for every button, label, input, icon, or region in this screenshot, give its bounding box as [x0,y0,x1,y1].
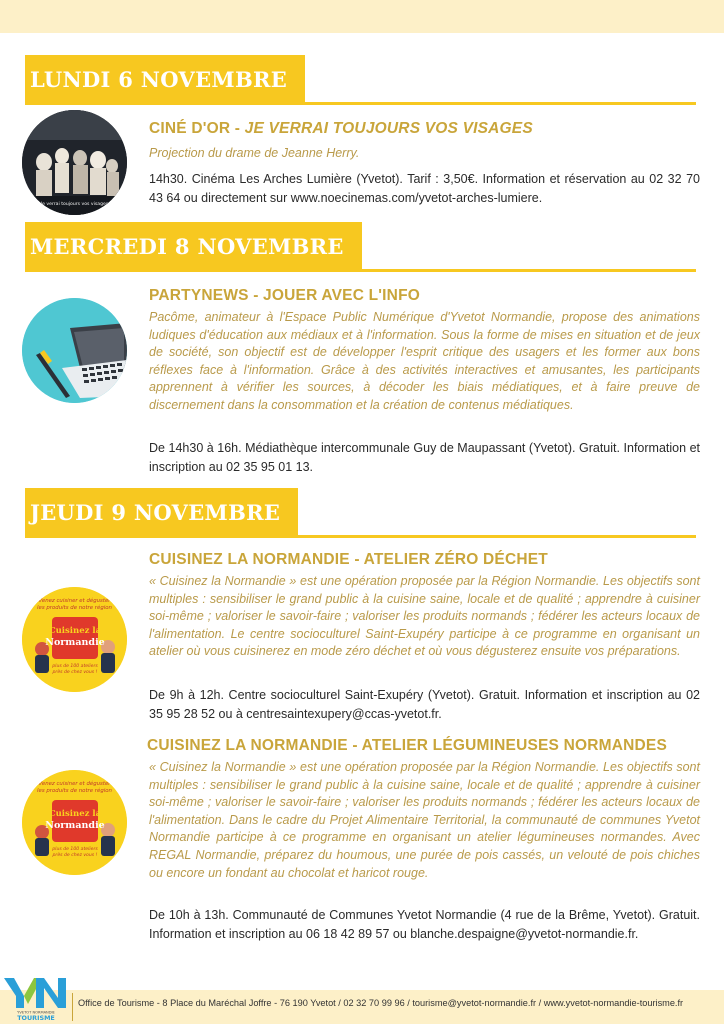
cuisinez-la-normandie-badge [22,587,127,692]
logo-word-text: TOURISME [17,1014,55,1022]
poster-title-text: Je verrai toujours vos visages [40,202,109,207]
event-description-legumineuses: « Cuisinez la Normandie » est une opération proposée par la Région Normandie. Les objectifs sont multiples : sensibiliser le grand public à la cuisine saine, locale et de qualité ; apprendre à cuisiner soi-même ; valoriser le savoir-faire ; valoriser les produits normands ; fédérer les acteurs locaux de l'alimentation. Dans le cadre du Projet Alimentaire Territorial, la communauté de communes Yvetot Normandie participe à ce programme en organisant un atelier légumineuses normandes. Avec REGAL Normandie, préparez du houmous, une purée de pois cassés, un velouté de pois chiches ou encore un fondant au chocolat et haricot rouge. [149,760,700,880]
badge-sub-2: près de chez vous ! [52,853,98,858]
laptop-illustration-icon [22,298,127,403]
event-info-cine-dor: 14h30. Cinéma Les Arches Lumière (Yvetot). Tarif : 3,50€. Information et réservation au 02 32 70 43 64 ou directement sur www.noecinemas.com/yvetot-arches-lumiere. [149,172,700,205]
event-description-zero-dechet: « Cuisinez la Normandie » est une opération proposée par la Région Normandie. Les objectifs sont multiples : sensibiliser le grand public à la cuisine saine, locale et de qualité ; apprendre à cuisiner soi-même ; valoriser le savoir-faire ; valoriser les produits normands ; fédérer les acteurs locaux de l'alimentation. Le centre socioculturel Saint-Exupéry participe à ce programme en organisant un atelier où vous cuisinerez en mode zéro déchet et où vous dégusterez ensuite vos préparations. [149,574,700,659]
day-heading-mercredi: MERCREDI 8 NOVEMBRE [25,222,362,272]
badge-brand-2: Normandie [45,820,105,831]
badge-top-text-1: Venez cuisiner et déguster [38,781,111,787]
movie-poster-image [22,110,127,215]
day-rule-mercredi [227,269,696,272]
badge-top-text-2: les produits de notre région [37,788,112,794]
event-title-prefix: CINÉ D'OR - [149,120,245,137]
day-heading-jeudi: JEUDI 9 NOVEMBRE [25,488,298,538]
badge-top-text-1: Venez cuisiner et déguster [38,598,111,604]
top-band [0,0,724,33]
badge-brand-1: Cuisinez la [48,809,102,819]
day-rule-jeudi [206,535,696,538]
logo-small-text: YVETOT NORMANDIE [17,1010,55,1015]
event-info-zero-dechet: De 9h à 12h. Centre socioculturel Saint-Exupéry (Yvetot). Gratuit. Information et inscription au 02 35 95 28 52 ou à centresaintexupery@ccas-yvetot.fr. [149,688,700,721]
event-title-zero-dechet: CUISINEZ LA NORMANDIE - ATELIER ZÉRO DÉCHET [149,551,548,568]
day-heading-lundi: LUNDI 6 NOVEMBRE [25,55,305,105]
event-title-legumineuses: CUISINEZ LA NORMANDIE - ATELIER LÉGUMINEUSES NORMANDES [147,737,668,754]
day-rule-lundi [226,102,696,105]
badge-sub-1: plus de 100 ateliers [52,664,98,669]
footer-divider [72,993,73,1021]
badge-sub-2: près de chez vous ! [52,670,98,675]
badge-top-text-2: les produits de notre région [37,605,112,611]
event-title-cine-dor [149,120,533,138]
event-title-film: JE VERRAI TOUJOURS VOS VISAGES [244,120,533,137]
event-description-partynews: Pacôme, animateur à l'Espace Public Numérique d'Yvetot Normandie, propose des animations ludiques d'éducation aux médiaux et à l'information. Sous la forme de mises en situation et de jeux de société, son objectif est de développer l'esprit critique des usagers et les former aux bons réflexes face à l'information. Grâce à des activités interactives et amusantes, les participants apprennent à vérifier les sources, à décoder les biais médiatiques, et à faire preuve de discernement dans la consommation et la création de contenus médiatiques. [149,310,700,412]
event-info-partynews: De 14h30 à 16h. Médiathèque intercommunale Guy de Maupassant (Yvetot). Gratuit. Information et inscription au 02 35 95 01 13. [149,441,700,474]
badge-sub-1: plus de 100 ateliers [52,847,98,852]
badge-brand-2: Normandie [45,637,105,648]
yvetot-tourisme-logo [2,974,70,1022]
footer-contact-text: Office de Tourisme - 8 Place du Maréchal Joffre - 76 190 Yvetot / 02 32 70 99 96 / tourisme@yvetot-normandie.fr / www.yvetot-normandie-tourisme.fr [78,998,684,1008]
event-description-cine-dor: Projection du drame de Jeanne Herry. [149,146,360,160]
event-title-partynews: PARTYNEWS - JOUER AVEC L'INFO [149,287,420,304]
cuisinez-la-normandie-badge [22,770,127,875]
badge-brand-1: Cuisinez la [48,626,102,636]
event-info-legumineuses: De 10h à 13h. Communauté de Communes Yvetot Normandie (4 rue de la Brême, Yvetot). Gratuit. Information et inscription au 06 18 42 89 57 ou blanche.despaigne@yvetot-normandie.fr. [149,908,700,941]
